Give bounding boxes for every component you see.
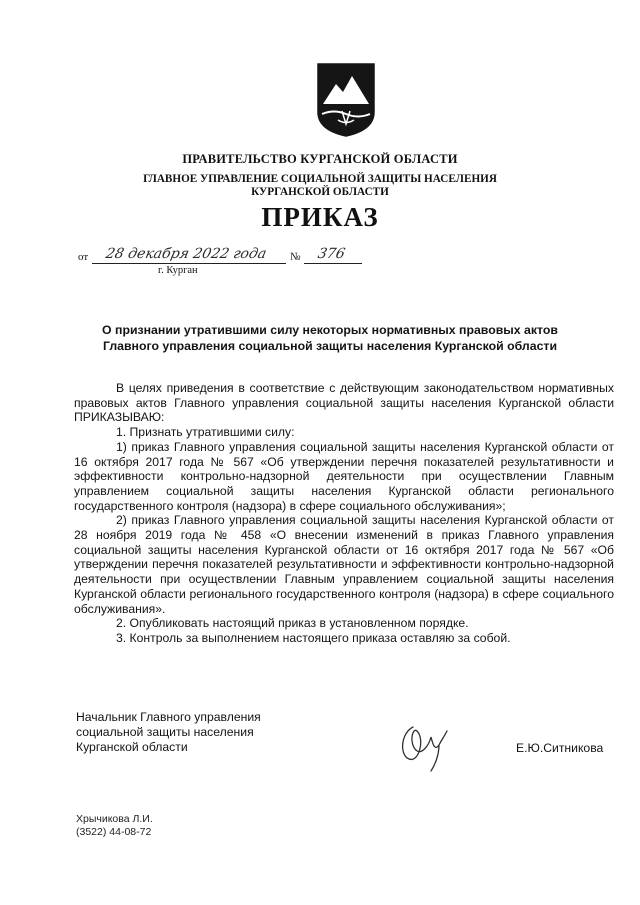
body-item-1: 1. Признать утратившими силу: [116,425,295,440]
department-name [0,173,640,199]
signer-position-line-1: Начальник Главного управления [76,710,261,724]
number-prefix: № [290,251,301,263]
signer-name: Е.Ю.Ситникова [516,741,604,755]
executor-phone: (3522) 44-08-72 [76,826,152,838]
document-body [74,381,614,646]
body-item-1-2: 2) приказ Главного управления социальной защиты населения Курганской области от 28 ноября 2019 года № 458 «О внесении изменений в приказ Главного управления социальной защиты населения Курганской области от 16 октября 2017 года № 567 «Об утверждении перечня показателей результативности и эффективности контрольно-надзорной деятельности при осуществлении Главным управлением социальной защиты населения Курганской области регионального государственного контроля (надзора) в сфере социального обслуживания». [74,513,614,616]
body-item-3: 3. Контроль за выполнением настоящего приказа оставляю за собой. [116,630,511,645]
number-value: 376 [316,246,347,262]
date-value: 28 декабря 2022 года [104,246,268,262]
body-item-2: 2. Опубликовать настоящий приказ в установленном порядке. [116,616,469,631]
executor-name: Хрычикова Л.И. [76,813,153,825]
department-line-2: КУРГАНСКОЙ ОБЛАСТИ [251,186,389,198]
executor-info [76,813,153,839]
date-number-row [78,246,378,266]
document-subject [60,322,600,354]
handwritten-signature [395,715,455,775]
government-name: ПРАВИТЕЛЬСТВО КУРГАНСКОЙ ОБЛАСТИ [182,152,458,166]
department-line-1: ГЛАВНОЕ УПРАВЛЕНИЕ СОЦИАЛЬНОЙ ЗАЩИТЫ НАСЕЛЕНИЯ [143,173,497,185]
coat-of-arms-icon [316,62,376,138]
body-intro: В целях приведения в соответствие с действующим законодательством нормативных правовых актов Главного управления социальной защиты населения Курганской области ПРИКАЗЫВАЮ: [74,381,614,425]
body-item-1-1: 1) приказ Главного управления социальной защиты населения Курганской области от 16 октября 2017 года № 567 «Об утверждении перечня показателей результативности и эффективности контрольно-надзорной деятельности при осуществлении Главным управлением социальной защиты населения Курганской области регионального государственного контроля (надзора) в сфере социального обслуживания»; [74,439,614,513]
city: г. Курган [158,265,198,276]
subject-line-1: О признании утратившими силу некоторых нормативных правовых актов [102,323,558,337]
date-underline [92,263,286,264]
number-underline [304,263,362,264]
signer-position [76,710,261,755]
document-title: ПРИКАЗ [261,202,379,232]
date-prefix: от [78,251,89,263]
signer-position-line-3: Курганской области [76,740,188,754]
subject-line-2: Главного управления социальной защиты населения Курганской области [102,339,558,353]
signer-position-line-2: социальной защиты населения [76,725,254,739]
